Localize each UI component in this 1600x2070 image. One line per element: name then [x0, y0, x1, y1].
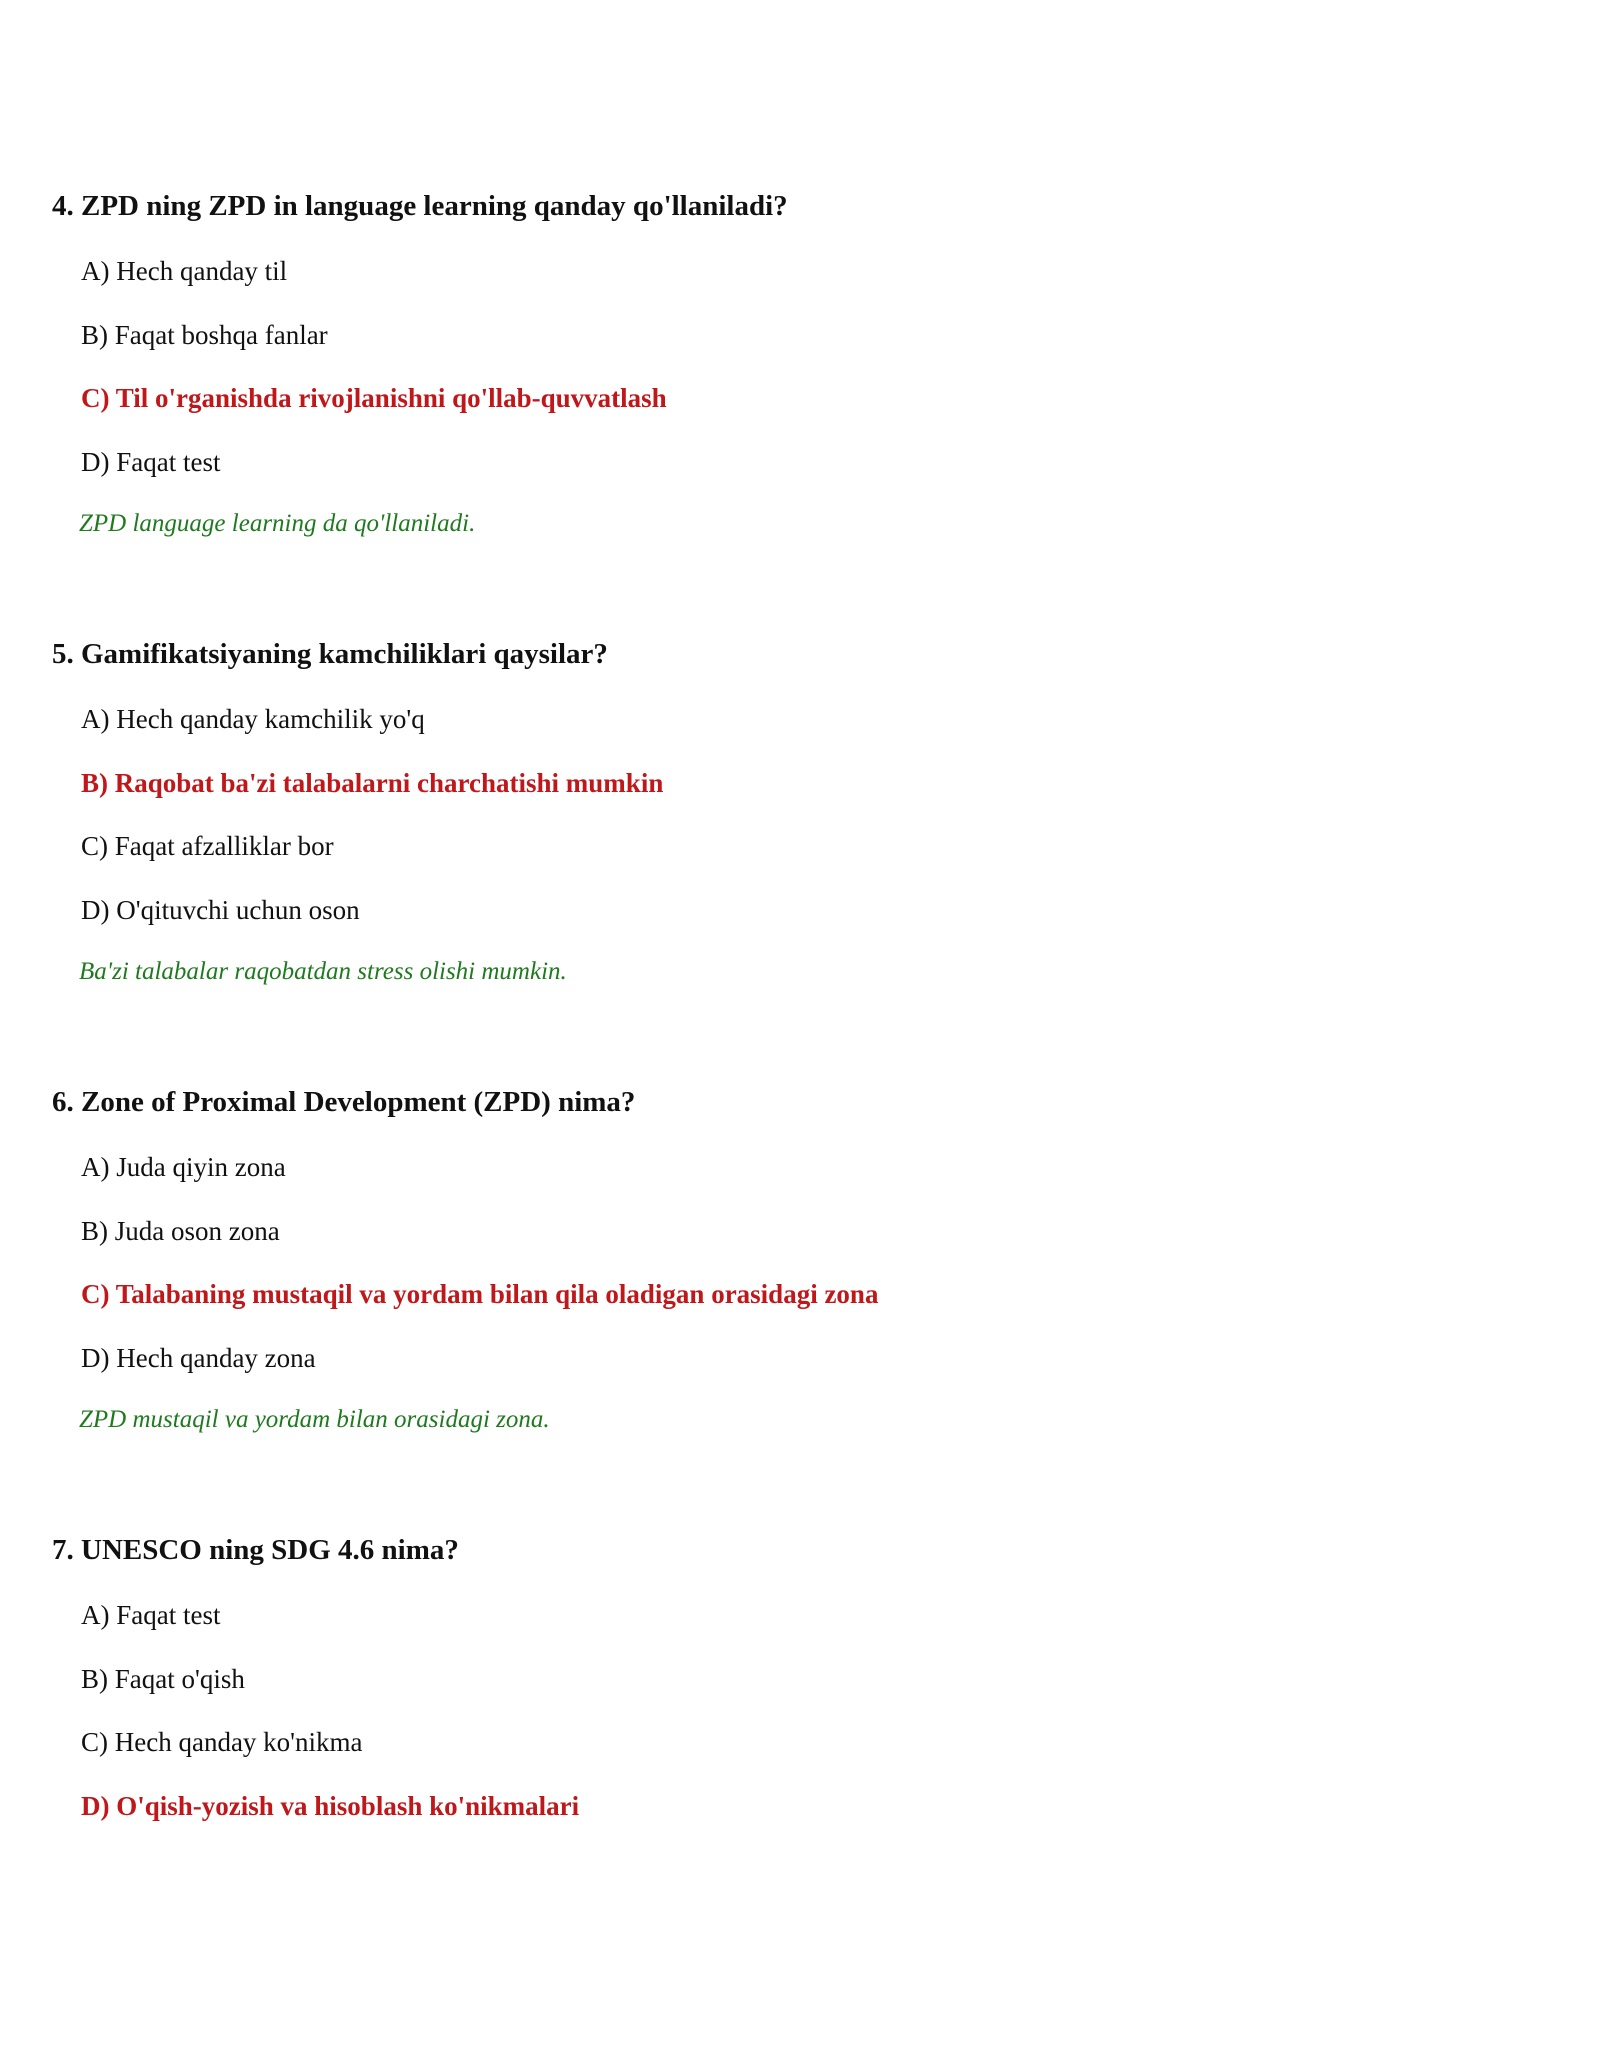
option-c: C) Hech qanday ko'nikma — [81, 1727, 363, 1757]
question-title: 6. Zone of Proximal Development (ZPD) nima? — [52, 1086, 636, 1118]
option-a: A) Juda qiyin zona — [81, 1152, 286, 1182]
option-b-correct: B) Raqobat ba'zi talabalarni charchatishi mumkin — [81, 768, 664, 798]
option-d: D) O'qituvchi uchun oson — [81, 895, 360, 925]
option-c-correct: C) Talabaning mustaqil va yordam bilan qila oladigan orasidagi zona — [81, 1279, 879, 1309]
explanation: ZPD mustaqil va yordam bilan orasidagi zona. — [79, 1406, 550, 1433]
option-b: B) Faqat boshqa fanlar — [81, 320, 328, 350]
explanation: Ba'zi talabalar raqobatdan stress olishi mumkin. — [79, 958, 567, 985]
option-b: B) Juda oson zona — [81, 1216, 280, 1246]
option-a: A) Faqat test — [81, 1600, 221, 1630]
option-d: D) Faqat test — [81, 447, 221, 477]
question-title: 5. Gamifikatsiyaning kamchiliklari qaysilar? — [52, 638, 608, 670]
option-b: B) Faqat o'qish — [81, 1664, 245, 1694]
option-d: D) Hech qanday zona — [81, 1343, 316, 1373]
option-d-correct: D) O'qish-yozish va hisoblash ko'nikmalari — [81, 1791, 580, 1821]
option-a: A) Hech qanday kamchilik yo'q — [81, 704, 425, 734]
option-c: C) Faqat afzalliklar bor — [81, 831, 334, 861]
option-a: A) Hech qanday til — [81, 256, 288, 286]
explanation: ZPD language learning da qo'llaniladi. — [79, 510, 476, 537]
question-title: 7. UNESCO ning SDG 4.6 nima? — [52, 1534, 459, 1566]
question-title: 4. ZPD ning ZPD in language learning qanday qo'llaniladi? — [52, 190, 788, 222]
option-c-correct: C) Til o'rganishda rivojlanishni qo'llab-quvvatlash — [81, 383, 667, 413]
